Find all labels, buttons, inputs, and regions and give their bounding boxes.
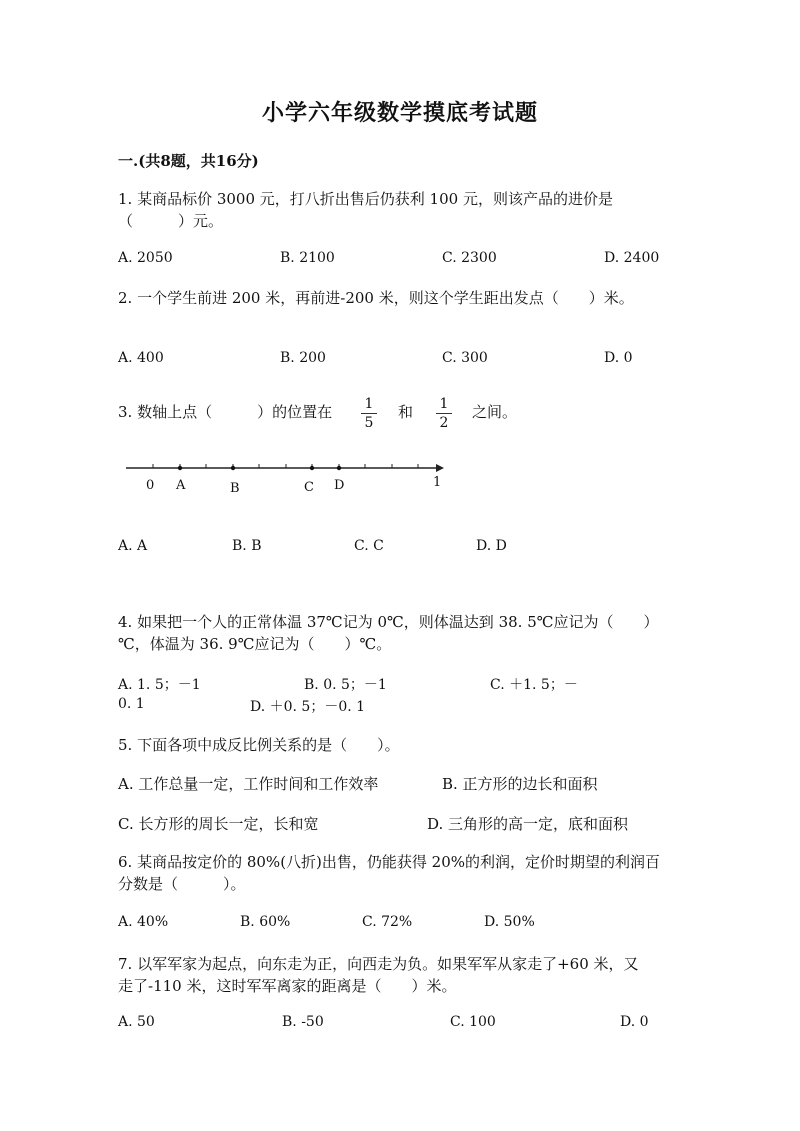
fraction-denominator: 5 <box>364 415 374 431</box>
point-b <box>231 466 235 470</box>
label-zero: 0 <box>146 478 155 493</box>
option-3c[interactable]: C. C <box>354 538 384 554</box>
option-4c[interactable]: C. ＋1. 5；－ <box>490 677 578 693</box>
option-1c[interactable]: C. 2300 <box>442 250 497 266</box>
option-1b[interactable]: B. 2100 <box>280 250 335 266</box>
option-7b[interactable]: B. -50 <box>282 1014 324 1030</box>
question-1-line-1: 1. 某商品标价 3000 元，打八折出售后仍获利 100 元，则该产品的进价是 <box>118 190 613 208</box>
label-one: 1 <box>433 475 442 490</box>
question-6-line-1: 6. 某商品按定价的 80%(八折)出售，仍能获得 20%的利润，定价时期望的利润百 <box>118 853 661 871</box>
option-2b[interactable]: B. 200 <box>280 350 326 366</box>
section-heading: 一.(共8题，共16分) <box>118 152 259 170</box>
point-c <box>310 466 314 470</box>
option-3b[interactable]: B. B <box>232 538 262 554</box>
question-4-line-1: 4. 如果把一个人的正常体温 37℃记为 0℃，则体温达到 38. 5℃应记为（ ） <box>118 613 659 631</box>
option-5d[interactable]: D. 三角形的高一定，底和面积 <box>427 815 629 833</box>
option-2d[interactable]: D. 0 <box>604 350 633 366</box>
option-2a[interactable]: A. 400 <box>118 350 164 366</box>
fraction-bar <box>361 413 377 414</box>
question-7-line-1: 7. 以军军家为起点，向东走为正，向西走为负。如果军军从家走了+60 米，又 <box>118 955 639 973</box>
question-5-text: 5. 下面各项中成反比例关系的是（ ）。 <box>118 736 400 754</box>
point-d <box>337 466 341 470</box>
option-6a[interactable]: A. 40% <box>118 914 169 930</box>
option-3d[interactable]: D. D <box>476 538 507 554</box>
fraction-numerator: 1 <box>364 396 374 412</box>
option-1d[interactable]: D. 2400 <box>604 250 660 266</box>
option-6c[interactable]: C. 72% <box>362 914 413 930</box>
option-2c[interactable]: C. 300 <box>442 350 488 366</box>
question-7-line-2: 走了-110 米，这时军军离家的距离是（ ）米。 <box>118 977 457 995</box>
fraction-bar <box>436 413 452 414</box>
question-6-line-2: 分数是（ ）。 <box>118 875 246 893</box>
option-4d[interactable]: D. ＋0. 5；－0. 1 <box>250 699 366 715</box>
label-b: B <box>230 481 240 496</box>
point-a <box>178 466 182 470</box>
fraction-numerator: 1 <box>439 396 449 412</box>
option-4c-continued: 0. 1 <box>118 696 145 712</box>
label-a: A <box>176 478 186 493</box>
label-d: D <box>334 478 345 493</box>
fraction-denominator: 2 <box>439 415 449 431</box>
option-5c[interactable]: C. 长方形的周长一定，长和宽 <box>118 815 319 833</box>
question-2-text: 2. 一个学生前进 200 米，再前进-200 米，则这个学生距出发点（ ）米。 <box>118 289 634 307</box>
fraction-one-fifth <box>361 397 377 430</box>
option-7d[interactable]: D. 0 <box>620 1014 649 1030</box>
option-4a[interactable]: A. 1. 5；－1 <box>118 677 201 693</box>
number-line <box>118 455 458 495</box>
question-3-prefix: 3. 数轴上点（ ）的位置在 <box>118 403 333 421</box>
option-4b[interactable]: B. 0. 5；－1 <box>304 677 387 693</box>
question-3-and: 和 <box>398 403 414 421</box>
option-5a[interactable]: A. 工作总量一定，工作时间和工作效率 <box>118 775 379 793</box>
question-3-suffix: 之间。 <box>472 403 518 421</box>
fraction-one-half <box>436 397 452 430</box>
option-3a[interactable]: A. A <box>118 538 148 554</box>
label-c: C <box>304 480 314 495</box>
option-6b[interactable]: B. 60% <box>240 914 291 930</box>
option-6d[interactable]: D. 50% <box>484 914 535 930</box>
question-4-line-2: ℃，体温为 36. 9℃应记为（ ）℃。 <box>118 635 392 653</box>
option-5b[interactable]: B. 正方形的边长和面积 <box>442 775 598 793</box>
option-1a[interactable]: A. 2050 <box>118 250 173 266</box>
page-title: 小学六年级数学摸底考试题 <box>261 101 538 126</box>
option-7a[interactable]: A. 50 <box>118 1014 155 1030</box>
number-line-arrow <box>436 464 444 472</box>
option-7c[interactable]: C. 100 <box>450 1014 496 1030</box>
question-1-line-2: （ ）元。 <box>118 212 224 230</box>
